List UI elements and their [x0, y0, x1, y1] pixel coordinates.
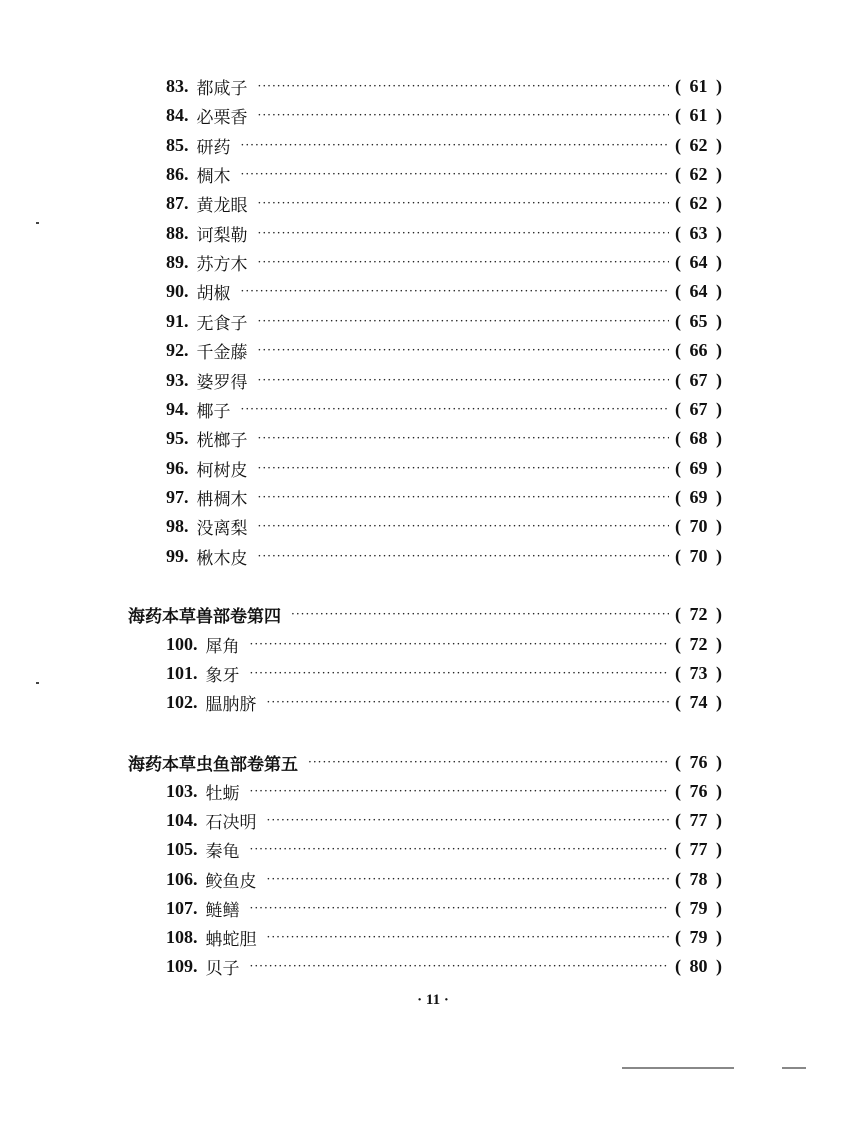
toc-entry: 95. 桄榔子 ····· ( 68 ) — [166, 426, 722, 450]
toc-entry: 96. 柯树皮 ····· ( 69 ) — [166, 456, 722, 480]
section-heading: 海药本草兽部卷第四 ····· ( 72 ) — [128, 602, 722, 626]
toc-entry: 97. 柟椆木 ····· ( 69 ) — [166, 485, 722, 509]
toc-entry: 108. 蚺蛇胆 ····· ( 79 ) — [166, 925, 722, 949]
scan-speck — [36, 222, 39, 224]
toc-entry: 88. 诃梨勒 ····· ( 63 ) — [166, 221, 722, 245]
toc-entry: 83. 都咸子 ····· ( 61 ) — [166, 74, 722, 98]
toc-entry: 102. 腽肭脐 ····· ( 74 ) — [166, 690, 722, 714]
toc-entry: 94. 椰子 ····· ( 67 ) — [166, 397, 722, 421]
toc-entry: 89. 苏方木 ····· ( 64 ) — [166, 250, 722, 274]
toc-entry: 109. 贝子 ····· ( 80 ) — [166, 954, 722, 978]
toc-entry: 90. 胡椒 ····· ( 64 ) — [166, 279, 722, 303]
toc-entry: 85. 研药 ····· ( 62 ) — [166, 133, 722, 157]
toc-entry: 100. 犀角 ····· ( 72 ) — [166, 632, 722, 656]
section-heading: 海药本草虫鱼部卷第五 ····· ( 76 ) — [128, 750, 722, 774]
toc-entry: 84. 必栗香 ····· ( 61 ) — [166, 103, 722, 127]
toc-entry: 101. 象牙 ····· ( 73 ) — [166, 661, 722, 685]
toc-entry: 105. 秦龟 ····· ( 77 ) — [166, 837, 722, 861]
toc-entry: 92. 千金藤 ····· ( 66 ) — [166, 338, 722, 362]
toc-entry: 106. 鲛鱼皮 ····· ( 78 ) — [166, 867, 722, 891]
toc-entry: 87. 黄龙眼 ····· ( 62 ) — [166, 191, 722, 215]
toc-entry: 103. 牡蛎 ····· ( 76 ) — [166, 779, 722, 803]
toc-entry: 98. 没离梨 ····· ( 70 ) — [166, 514, 722, 538]
toc-entry: 99. 楸木皮 ····· ( 70 ) — [166, 544, 722, 568]
scan-speck — [36, 682, 39, 684]
toc-entry: 93. 婆罗得 ····· ( 67 ) — [166, 368, 722, 392]
toc-entry: 91. 无食子 ····· ( 65 ) — [166, 309, 722, 333]
toc-entry: 86. 椆木 ····· ( 62 ) — [166, 162, 722, 186]
scan-line — [782, 1067, 806, 1069]
toc-entry: 104. 石决明 ····· ( 77 ) — [166, 808, 722, 832]
page-number: · 11 · — [417, 992, 449, 1008]
scan-line — [622, 1067, 734, 1069]
toc-entry: 107. 鲢鳝 ····· ( 79 ) — [166, 896, 722, 920]
